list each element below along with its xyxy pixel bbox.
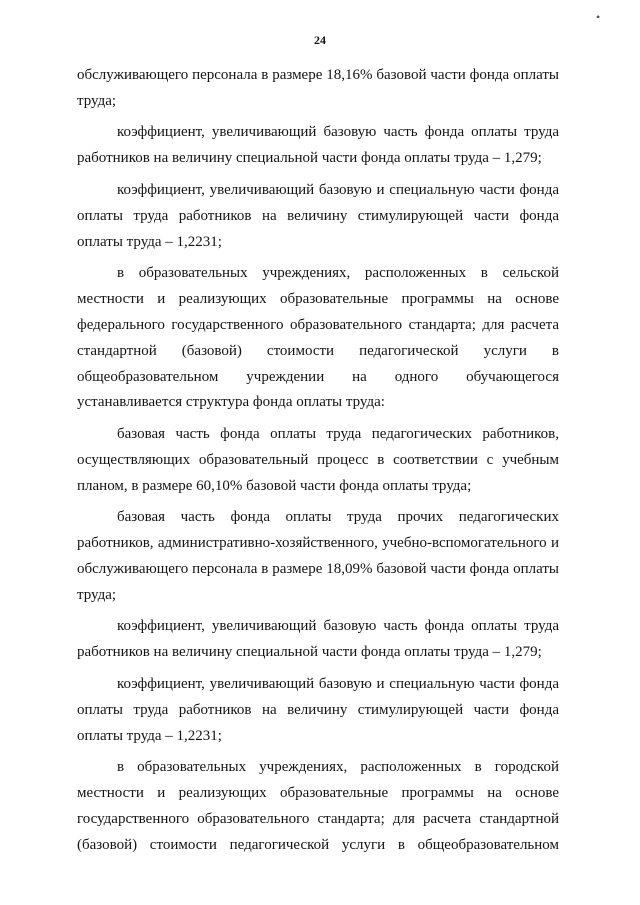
text-line: в образовательных учреждениях, расположенных в городской — [117, 759, 559, 776]
text-line: коэффициент, увеличивающий базовую и специальную части фонда — [117, 181, 559, 198]
text-line: труда; — [77, 586, 117, 603]
text-line: оплаты труда – 1,2231; — [77, 233, 222, 250]
text-line: базовая часть фонда оплаты труда педагогических работников, — [117, 425, 559, 442]
text-line: работников на величину специальной части фонда оплаты труда – 1,279; — [77, 150, 542, 167]
text-line: обслуживающего персонала в размере 18,16% базовой части фонда оплаты — [77, 67, 559, 83]
text-line: местности и реализующих образовательные программы на основе — [77, 290, 559, 307]
text-line: стандартной (базовой) стоимости педагогической услуги в — [77, 342, 559, 359]
text-line: обслуживающего персонала в размере 18,09% базовой части фонда оплаты — [77, 561, 559, 577]
paragraph — [77, 614, 559, 666]
paragraph — [77, 178, 559, 256]
paragraph — [77, 63, 559, 115]
document-body — [77, 63, 559, 859]
text-line: оплаты труда работников на величину стимулирующей части фонда — [77, 207, 559, 224]
paragraph — [77, 422, 559, 500]
text-line: коэффициент, увеличивающий базовую часть фонда оплаты труда — [117, 124, 559, 141]
text-line: (базовой) стоимости педагогической услуги в общеобразовательном — [77, 836, 559, 853]
page-number: 24 — [314, 33, 326, 47]
paragraph — [77, 261, 559, 416]
text-line: планом, в размере 60,10% базовой части фонда оплаты труда; — [77, 477, 472, 494]
text-line: местности и реализующих образовательные программы на основе — [77, 784, 559, 801]
text-line: федерального государственного образовательного стандарта; для расчета — [77, 316, 559, 333]
text-line: оплаты труда работников на величину стимулирующей части фонда — [77, 701, 559, 718]
text-line: государственного образовательного стандарта; для расчета стандартной — [77, 810, 559, 827]
paragraph — [77, 505, 559, 609]
text-line: работников на величину специальной части фонда оплаты труда – 1,279; — [77, 644, 542, 661]
paragraph — [77, 672, 559, 750]
text-line: базовая часть фонда оплаты труда прочих педагогических — [117, 509, 559, 526]
text-line: коэффициент, увеличивающий базовую и специальную части фонда — [117, 675, 559, 692]
paragraph — [77, 755, 559, 859]
text-line: коэффициент, увеличивающий базовую часть фонда оплаты труда — [117, 618, 559, 635]
scan-mark: • — [596, 10, 601, 24]
paragraph — [77, 120, 559, 172]
text-line: работников, административно-хозяйственного, учебно-вспомогательного и — [77, 535, 559, 552]
text-line: труда; — [77, 92, 117, 109]
text-line: оплаты труда – 1,2231; — [77, 727, 222, 744]
text-line: общеобразовательном учреждении на одного обучающегося — [77, 368, 559, 385]
text-line: осуществляющих образовательный процесс в соответствии с учебным — [77, 451, 559, 468]
text-line: устанавливается структура фонда оплаты труда: — [77, 394, 385, 411]
text-line: в образовательных учреждениях, расположенных в сельской — [117, 265, 559, 282]
